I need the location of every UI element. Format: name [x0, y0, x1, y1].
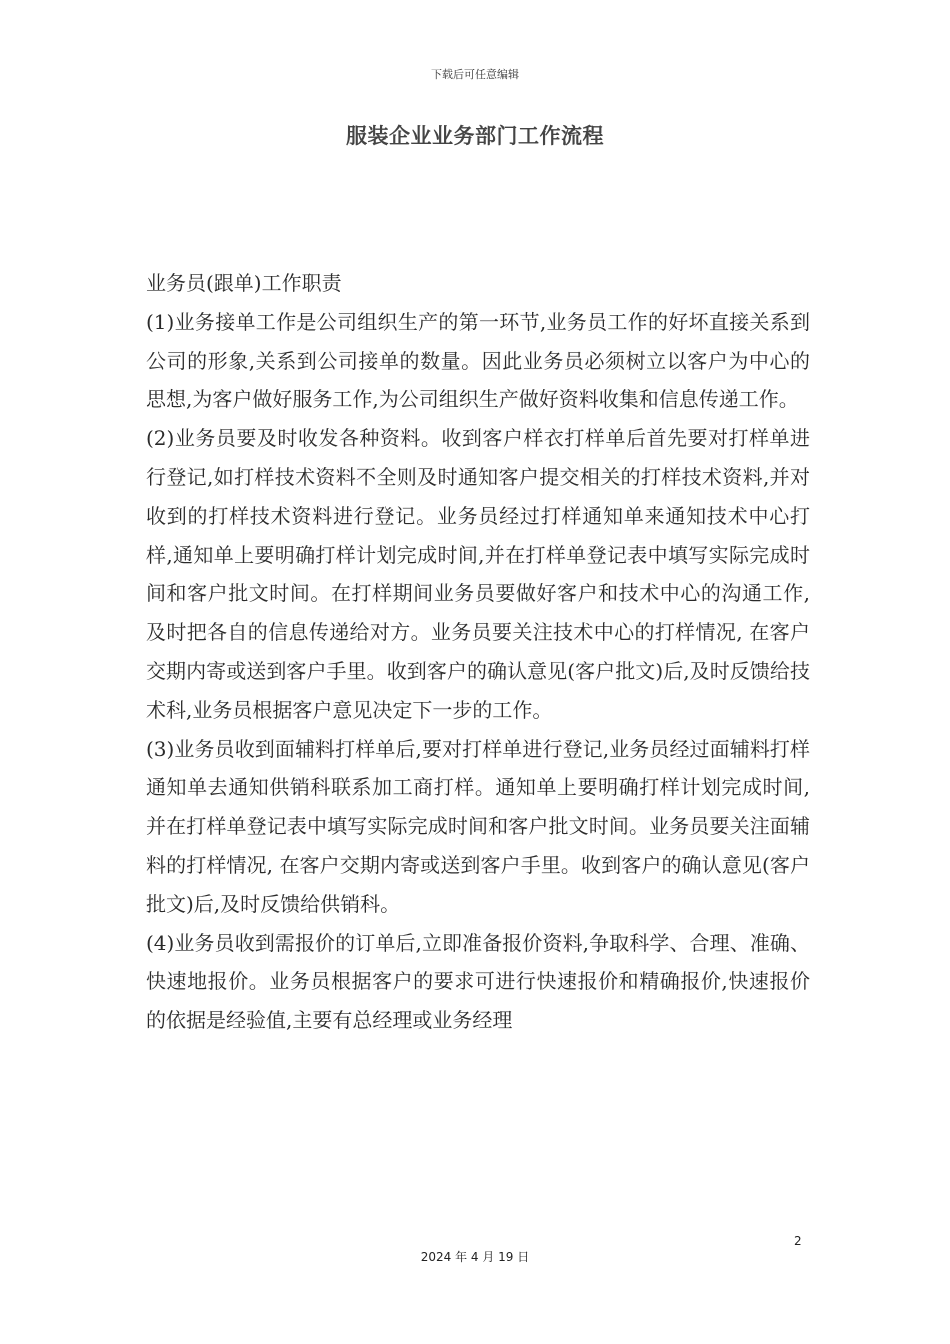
header-note: 下载后可任意编辑	[431, 68, 519, 81]
document-body	[146, 264, 810, 1040]
paragraph-1: (1)业务接单工作是公司组织生产的第一环节,业务员工作的好坏直接关系到公司的形象,关系到公司接单的数量。因此业务员必须树立以客户为中心的思想,为客户做好服务工作,为公司组织生产做好资料收集和信息传递工作。	[146, 309, 810, 412]
paragraph-4: (4)业务员收到需报价的订单后,立即准备报价资料,争取科学、合理、准确、快速地报价。业务员根据客户的要求可进行快速报价和精确报价,快速报价的依据是经验值,主要有总经理或业务经理	[146, 930, 810, 1033]
paragraph-2: (2)业务员要及时收发各种资料。收到客户样衣打样单后首先要对打样单进行登记,如打样技术资料不全则及时通知客户提交相关的打样技术资料,并对收到的打样技术资料进行登记。业务员经过打样通知单来通知技术中心打样,通知单上要明确打样计划完成时间,并在打样单登记表中填写实际完成时间和客户批文时间。在打样期间业务员要做好客户和技术中心的沟通工作,及时把各自的信息传递给对方。业务员要关注技术中心的打样情况, 在客户交期内寄或送到客户手里。收到客户的确认意见(客户批文)后,及时反馈给技术科,业务员根据客户意见决定下一步的工作。	[146, 426, 810, 722]
section-heading: 业务员(跟单)工作职责	[146, 271, 342, 295]
paragraph-3: (3)业务员收到面辅料打样单后,要对打样单进行登记,业务员经过面辅料打样通知单去通知供销科联系加工商打样。通知单上要明确打样计划完成时间,并在打样单登记表中填写实际完成时间和客户批文时间。业务员要关注面辅料的打样情况, 在客户交期内寄或送到客户手里。收到客户的确认意见(客户批文)后,及时反馈给供销科。	[146, 736, 810, 916]
footer-date: 2024 年 4 月 19 日	[420, 1250, 530, 1264]
document-title: 服装企业业务部门工作流程	[346, 124, 604, 148]
page-number: 2	[794, 1234, 802, 1248]
